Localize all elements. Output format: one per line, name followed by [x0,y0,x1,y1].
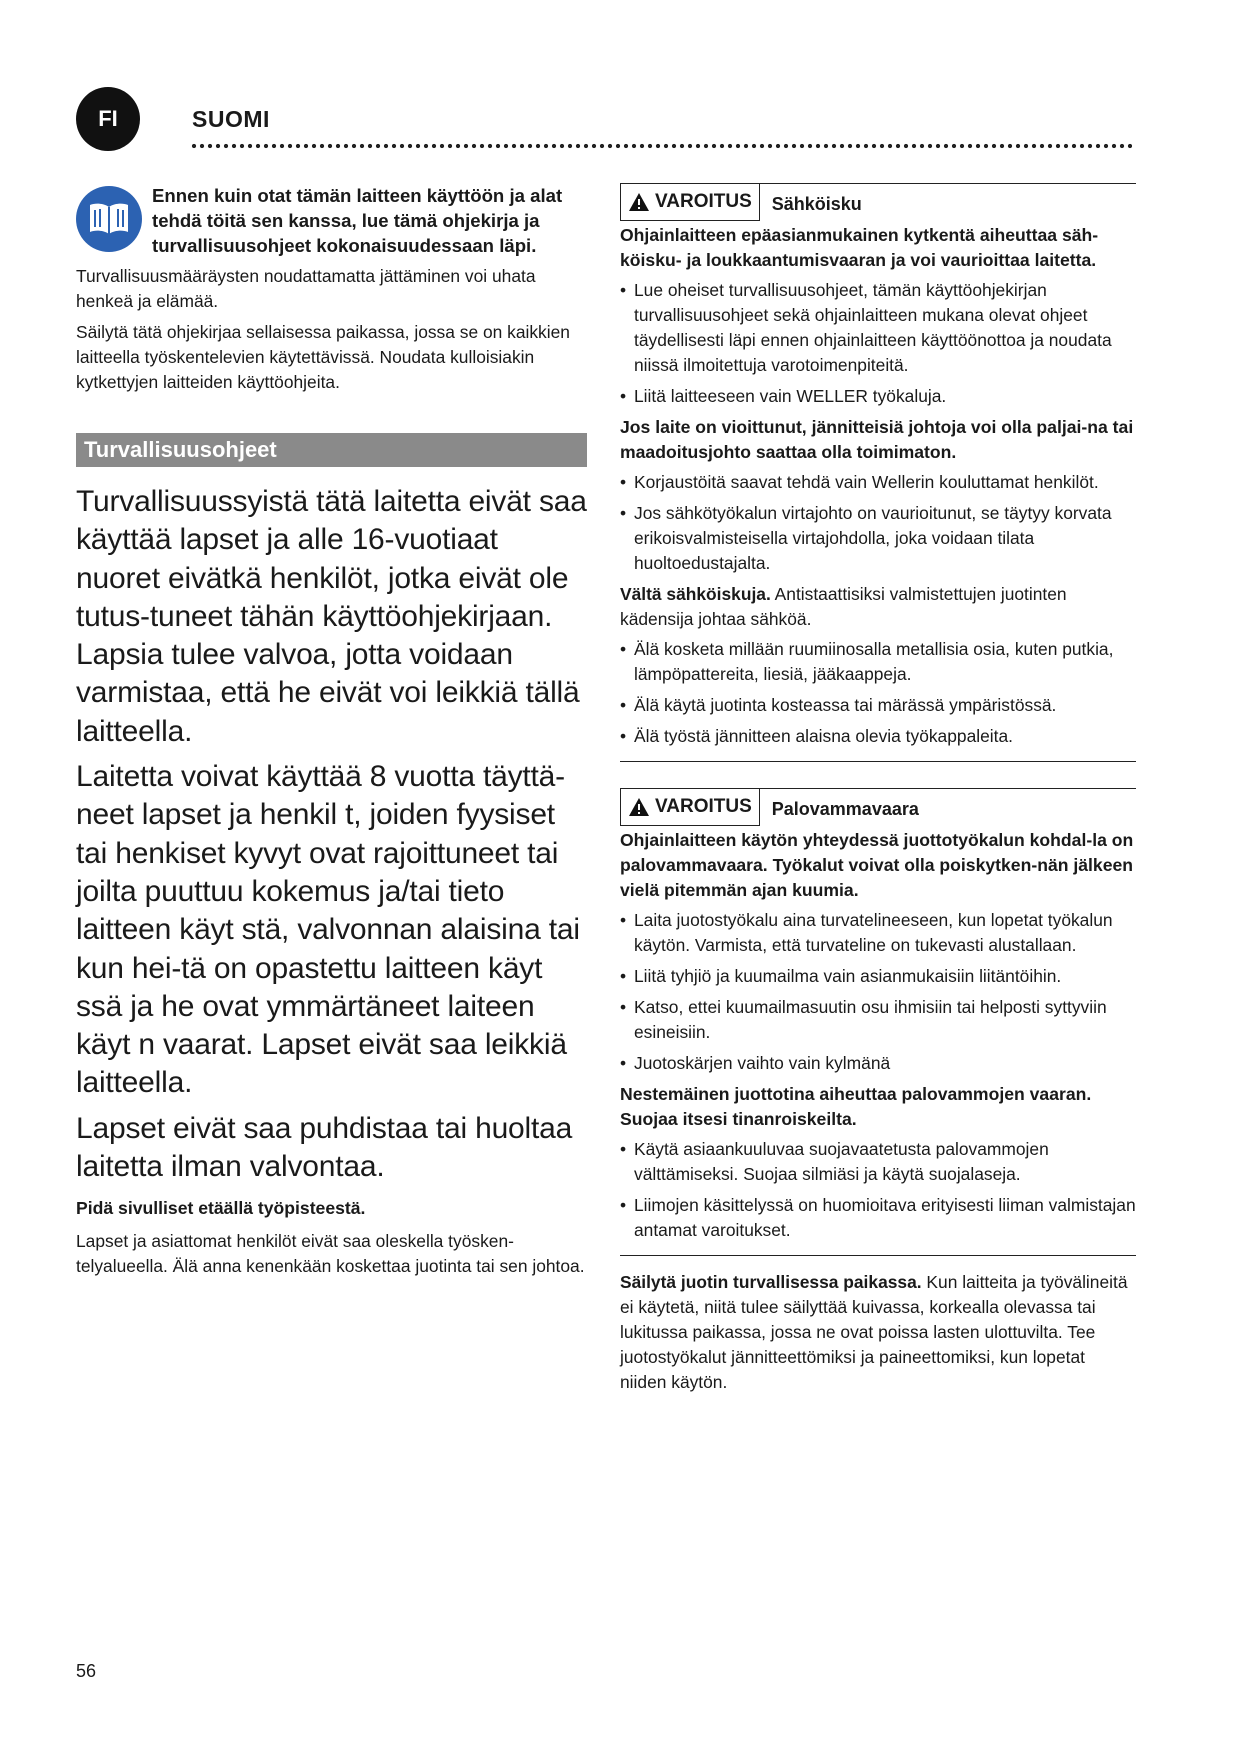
warning-label: VAROITUS [655,796,752,817]
bullet-list [620,470,1136,576]
list-item: • Lue oheiset turvallisuusohjeet, tämän käyttöohjekirjan turvallisuusohjeet sekä ohjainlaitteen mukana olevat ohjeet täydellisesti läpi ennen ohjainlaitteen käyttöönottoa ja noudata niissä ilmoitettuja varotoimenpiteitä. [620,278,1136,378]
warning-lead: Ohjainlaitteen käytön yhteydessä juottotyökalun kohdal-la on palovammavaara. Työkalut voivat olla poiskytken-nän jälkeen vielä pitemmän ajan kuumia. [620,830,1134,900]
right-column [620,183,1136,1395]
warning-label-box [620,183,760,221]
warning-title: Sähköisku [760,183,1136,221]
page-number: 56 [76,1661,97,1681]
language-badge [76,87,140,151]
storage-paragraph [620,1270,1136,1395]
section-divider [620,1255,1136,1256]
storage-text: Kun laitteita ja työvälineitä ei käytetä, niitä tulee säilyttää kuivassa, korkealla olevassa tai lukitussa paikassa, jossa ne ovat poissa lasten ulottuvilta. Tee juotostyökalut jännitteettömiksi ja paineettomiksi, kun lopetat niiden käytön. [620,1272,1128,1392]
warning-title: Palovammavaara [760,788,1136,826]
warning-label: VAROITUS [655,191,752,212]
list-item: • Laita juotostyökalu aina turvatelineeseen, kun lopetat työkalun käytön. Varmista, että turvateline on tukevasti alustallaan. [620,908,1136,958]
warning-lead: Ohjainlaitteen epäasianmukainen kytkentä aiheuttaa säh-köisku- ja loukkaantumisvaaran ja voi vaurioittaa laitetta. [620,225,1099,270]
large-warning-paragraph-3: Lapset eivät saa puhdistaa tai huoltaa laitetta ilman valvontaa. [76,1111,573,1184]
bullet-list [620,278,1136,409]
warning-header-electric-shock [620,183,1136,221]
bullet-list [620,637,1136,749]
intro-paragraph-1: Turvallisuusmääräysten noudattamatta jättäminen voi uhata henkeä ja elämää. [76,266,536,311]
avoid-shock-paragraph [620,582,1136,632]
list-item: • Älä työstä jännitteen alaisna olevia työkappaleita. [620,724,1136,749]
bullet-list [620,908,1136,1076]
bystander-paragraph: Lapset ja asiattomat henkilöt eivät saa oleskella työsken-telyalueella. Älä anna kenenkään koskettaa juotinta tai sen johtoa. [76,1231,585,1277]
avoid-shock-bold: Vältä sähköiskuja. [620,584,771,604]
list-item: • Jos sähkötyökalun virtajohto on vaurioitunut, se täytyy korvata erikoisvalmisteisella virtajohdolla, joka voidaan tilata huoltoedustajalta. [620,501,1136,576]
list-item: • Korjaustöitä saavat tehdä vain Wellerin kouluttamat henkilöt. [620,470,1136,495]
large-warning-paragraph-1: Turvallisuussyistä tätä laitetta eivät saa käyttää lapset ja alle 16-vuotiaat nuoret eivätkä henkilöt, jotka eivät ole tutus-tuneet tähän käyttöohjekirjaan. Lapsia tulee valvoa, jotta voidaan varmistaa, että he eivät voi leikkiä tällä laitteella. [76,485,587,748]
storage-bold: Säilytä juotin turvallisessa paikassa. [620,1272,922,1292]
large-warning-paragraph-2: Laitetta voivat käyttää 8 vuotta täyttä-neet lapset ja henkil t, joiden fyysiset tai henkiset kyvyt ovat rajoittuneet tai joilta puuttuu kokemus ja/tai tieto laitteen käyt stä, valvonnan alaisina tai kun hei-tä on opastettu laitteen käyt ssä ja he ovat ymmärtäneet laiteen käyt n vaarat. Lapset eivät saa leikkiä laitteella. [76,760,580,1100]
warning-triangle-icon [628,797,650,817]
list-item: • Katso, ettei kuumailmasuutin osu ihmisiin tai helposti syttyviin esineisiin. [620,995,1136,1045]
bystander-heading: Pidä sivulliset etäällä työpisteestä. [76,1198,366,1219]
list-item: • Liimojen käsittelyssä on huomioitava erityisesti liiman valmistajan antamat varoitukset. [620,1193,1136,1243]
list-item: • Älä käytä juotinta kosteassa tai märässä ympäristössä. [620,693,1136,718]
warning-triangle-icon [628,192,650,212]
warning-label-box [620,788,760,826]
language-code: FI [98,106,118,131]
bullet-list [620,1137,1136,1243]
list-item: • Juotoskärjen vaihto vain kylmänä [620,1051,1136,1076]
manual-book-icon [76,186,142,252]
list-item: • Käytä asiaankuuluvaa suojavaatetusta palovammojen välttämiseksi. Suojaa silmiäsi ja käytä suojalaseja. [620,1137,1136,1187]
language-title: SUOMI [192,106,270,132]
section-heading-safety: Turvallisuusohjeet [76,433,587,467]
warning-header-burn [620,788,1136,826]
avoid-shock-text: Antistaattisiksi valmistettujen juotinten kädensija johtaa sähköä. [620,584,1067,629]
intro-block [76,183,587,258]
intro-bold-text: Ennen kuin otat tämän laitteen käyttöön ja alat tehdä töitä sen kanssa, lue tämä ohjekirja ja turvallisuusohjeet kokonaisuudessaan läpi. [152,185,563,256]
intro-paragraph-2: Säilytä tätä ohjekirjaa sellaisessa paikassa, jossa se on kaikkien laitteella työskentelevien käytettävissä. Noudata kulloisiakin kytkettyjen laitteiden käyttöohjeita. [76,322,570,392]
list-item: • Liitä tyhjiö ja kuumailma vain asianmukaisiin liitäntöihin. [620,964,1136,989]
damage-subheading: Jos laite on vioittunut, jännitteisiä johtoja voi olla paljai-na tai maadoitusjohto saattaa olla toimimaton. [620,417,1134,462]
liquid-solder-subheading: Nestemäinen juottotina aiheuttaa palovammojen vaaran. Suojaa itsesi tinanroiskeilta. [620,1084,1092,1129]
dotted-divider [190,142,1132,150]
list-item: • Liitä laitteeseen vain WELLER työkaluja. [620,384,1136,409]
list-item: • Älä kosketa millään ruumiinosalla metallisia osia, kuten putkia, lämpöpattereita, liesiä, jääkaappeja. [620,637,1136,687]
left-column [76,183,587,1279]
